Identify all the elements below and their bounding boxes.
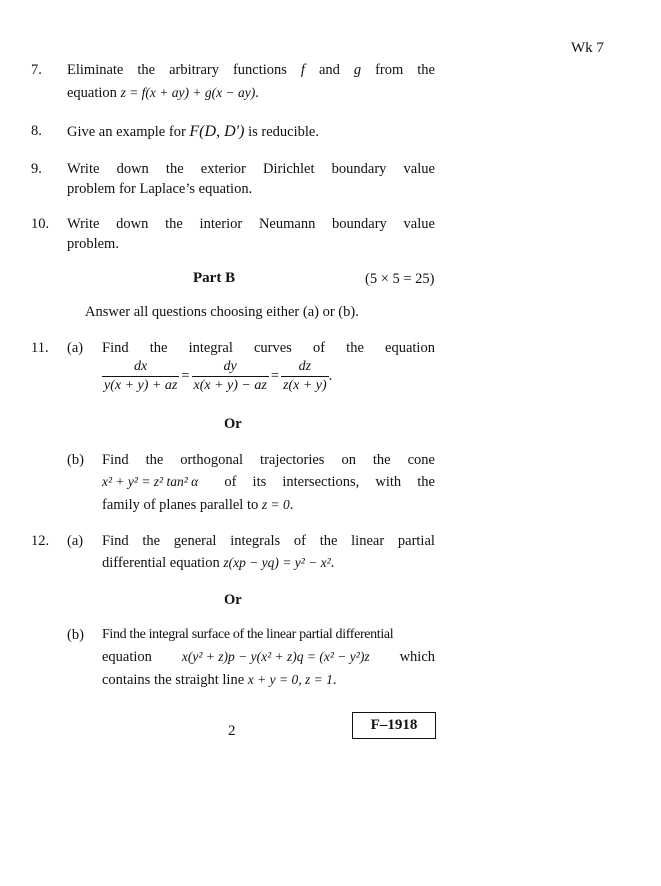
word: intersections,	[282, 474, 360, 490]
word: equation	[385, 340, 435, 356]
word: exterior	[200, 161, 246, 177]
word: down	[116, 216, 149, 232]
word: its	[252, 474, 267, 490]
word: the	[319, 533, 338, 549]
word: Eliminate	[67, 62, 124, 78]
question-7-line1	[67, 62, 435, 79]
word: the	[149, 340, 168, 356]
text: equation	[102, 649, 152, 665]
fraction-numerator: dz	[298, 359, 312, 374]
question-11a-line1	[102, 340, 435, 357]
word: down	[116, 161, 149, 177]
question-12a-label: (a)	[67, 533, 84, 549]
word: Find	[102, 533, 129, 549]
question-12b-line3	[102, 672, 336, 689]
part-b-instruction: Answer all questions choosing either (a) or (b).	[85, 304, 359, 320]
word: with	[375, 474, 402, 490]
question-12a-line2	[102, 555, 334, 572]
word: trajectories	[260, 452, 325, 468]
word: interior	[199, 216, 243, 232]
question-12b-line2	[102, 649, 435, 666]
question-9-number: 9.	[31, 161, 42, 177]
fraction-denominator: y(x + y) + az	[104, 378, 178, 393]
word: curves	[253, 340, 292, 356]
question-11a-equation	[102, 359, 332, 394]
math-expression: z = f(x + ay) + g(x − ay)	[120, 85, 256, 100]
word: and	[318, 62, 340, 78]
question-7-number: 7.	[31, 62, 42, 78]
question-10-number: 10.	[31, 216, 50, 232]
text: which	[399, 649, 435, 665]
text: .	[289, 497, 294, 513]
math-expression: z = 0	[261, 497, 290, 512]
question-12b-label: (b)	[67, 627, 84, 643]
word: the	[372, 452, 391, 468]
math-expression: x² + y² = z² tan² α	[102, 474, 199, 489]
fraction-numerator: dx	[134, 359, 148, 374]
part-b-marks: (5 × 5 = 25)	[365, 271, 435, 287]
or-separator-11: Or	[224, 416, 242, 432]
math-expression: x + y = 0, z = 1	[247, 672, 333, 687]
math-expression: z(xp − yq) = y² − x²	[223, 555, 331, 570]
question-11-number: 11.	[31, 340, 49, 356]
question-9-line2: problem for Laplace’s equation.	[67, 181, 253, 197]
word: linear	[351, 533, 385, 549]
word: boundary	[331, 161, 387, 177]
question-8-line1	[67, 123, 319, 141]
word: partial	[397, 533, 435, 549]
word: integral	[188, 340, 233, 356]
text: .	[255, 85, 259, 101]
text: family of planes parallel to	[102, 497, 259, 513]
part-b-title: Part B	[193, 270, 236, 286]
paper-code-box	[352, 712, 436, 739]
fraction-2	[192, 359, 269, 394]
word: boundary	[332, 216, 387, 232]
word: the	[165, 161, 184, 177]
math-symbol-f: f	[300, 62, 305, 78]
text: equation	[67, 85, 117, 101]
paper-code: F–1918	[370, 717, 418, 733]
text: differential equation	[102, 555, 220, 571]
question-12a-line1	[102, 533, 435, 550]
word: the	[165, 216, 183, 232]
word: the	[346, 340, 364, 356]
question-10-line1	[67, 216, 435, 233]
word: arbitrary	[169, 62, 219, 78]
word: cone	[407, 452, 435, 468]
word: of	[293, 533, 306, 549]
page-number: 2	[228, 723, 236, 739]
question-12-number: 12.	[31, 533, 50, 549]
text: is reducible.	[248, 124, 319, 140]
fraction-numerator: dy	[223, 359, 237, 374]
word: Find	[102, 452, 129, 468]
word: value	[403, 161, 435, 177]
paper-header-code: Wk 7	[571, 40, 604, 56]
question-11b-line3	[102, 497, 293, 514]
fraction-denominator: x(x + y) − az	[193, 378, 267, 393]
question-11b-line1	[102, 452, 435, 469]
word: integrals	[230, 533, 281, 549]
or-separator-12: Or	[224, 592, 242, 608]
word: functions	[232, 62, 287, 78]
word: from	[375, 62, 404, 78]
word: the	[417, 62, 435, 78]
equals-sign: =	[270, 368, 279, 384]
word: Neumann	[258, 216, 316, 232]
question-8-number: 8.	[31, 123, 42, 139]
question-10-line2: problem.	[67, 236, 119, 252]
question-11b-label: (b)	[67, 452, 84, 468]
word: Write	[67, 161, 100, 177]
period: .	[328, 368, 333, 384]
text: .	[332, 672, 337, 688]
word: on	[341, 452, 356, 468]
word: the	[417, 474, 435, 490]
word: the	[137, 62, 156, 78]
question-7-line2	[67, 85, 259, 102]
word: general	[173, 533, 217, 549]
question-11b-line2	[102, 474, 435, 491]
word: Dirichlet	[262, 161, 315, 177]
word: of	[312, 340, 326, 356]
math-expression: x(y² + z)p − y(x² + z)q = (x² − y²)z	[181, 649, 370, 664]
text: Give an example for	[67, 124, 186, 140]
equals-sign: =	[181, 368, 190, 384]
math-symbol-g: g	[353, 62, 362, 78]
question-12b-line1: Find the integral surface of the linear partial differential	[102, 627, 394, 642]
word: Find	[102, 340, 129, 356]
question-11a-label: (a)	[67, 340, 84, 356]
word: orthogonal	[180, 452, 244, 468]
word: the	[145, 452, 164, 468]
fraction-3	[281, 359, 329, 394]
word: of	[224, 474, 237, 490]
math-expression: F(D, D′)	[189, 123, 245, 140]
fraction-denominator: z(x + y)	[283, 378, 327, 393]
fraction-1	[102, 359, 179, 394]
text: .	[330, 555, 335, 571]
word: Write	[67, 216, 100, 232]
text: contains the straight line	[102, 672, 245, 688]
word: the	[142, 533, 161, 549]
question-9-line1	[67, 161, 435, 178]
word: value	[403, 216, 435, 232]
